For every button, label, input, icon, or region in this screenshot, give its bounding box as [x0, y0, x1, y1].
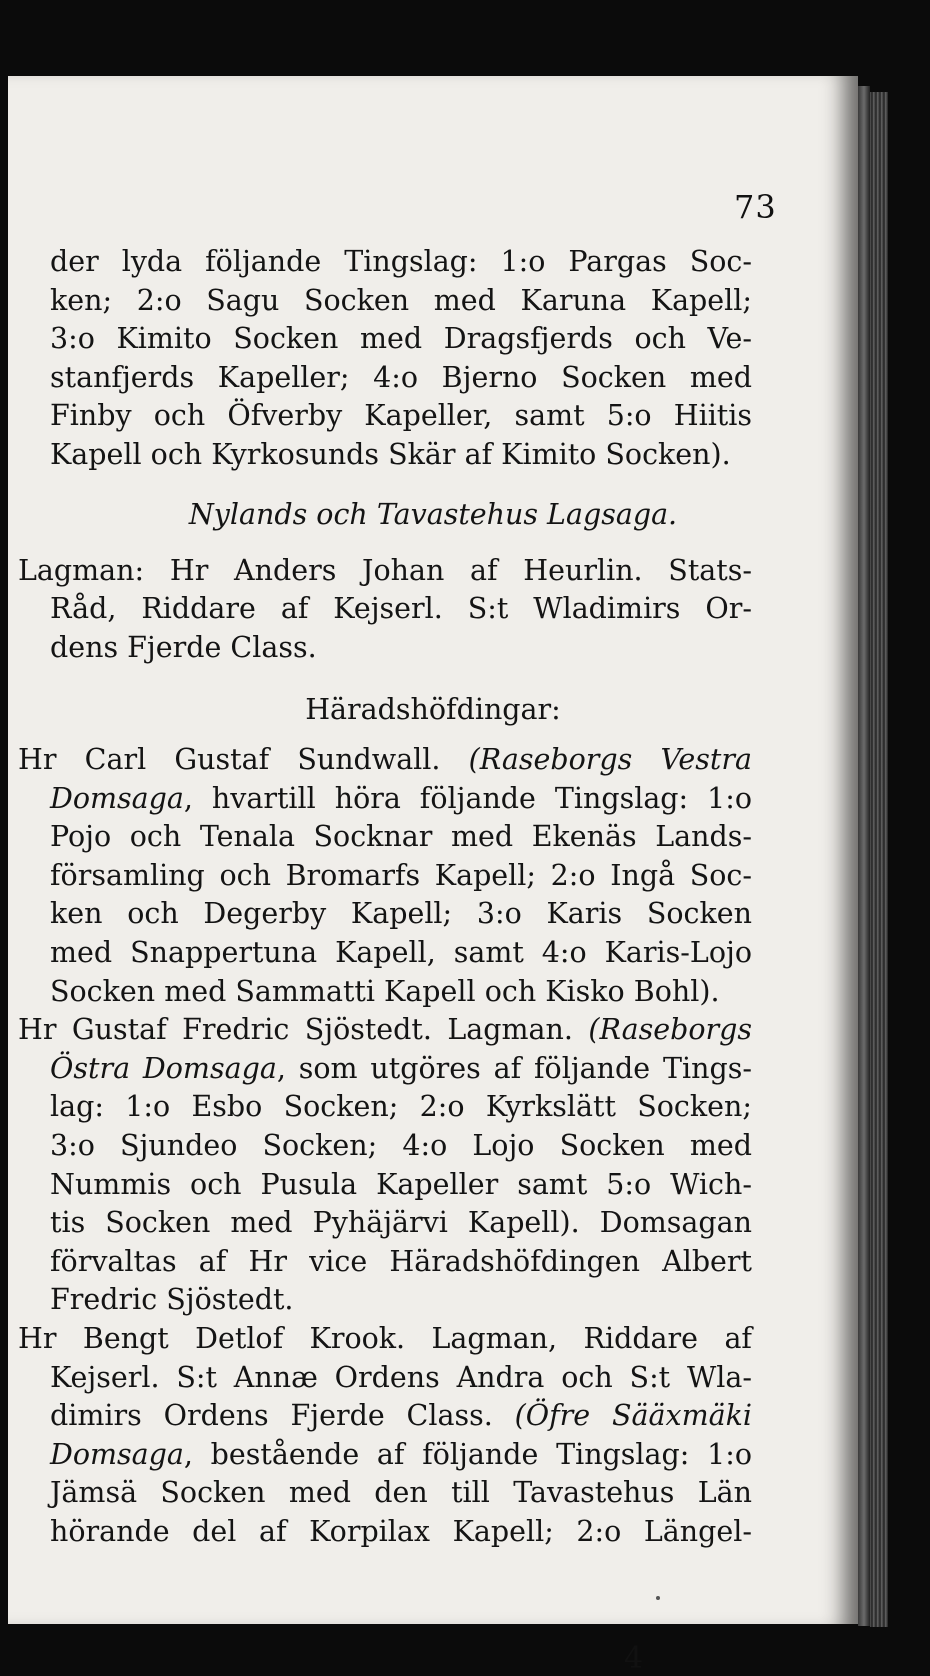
italic-text: Domsaga: [50, 781, 184, 815]
entry2-line: [50, 1090, 752, 1124]
text-run: , hvartill höra följande Tingslag: 1:o: [183, 781, 752, 815]
lagman-line: [50, 592, 752, 626]
entry3-line: [50, 1476, 752, 1510]
entry1-line: [50, 858, 752, 892]
book-page: [8, 76, 858, 1676]
text-run: Hr Carl Gustaf Sundwall.: [18, 742, 469, 776]
text-run: Nummis och Pusula Kapeller samt 5:o Wich-: [50, 1167, 752, 1201]
text-run: dimirs Ordens Fjerde Class.: [50, 1399, 515, 1433]
entry1-line: [50, 781, 752, 815]
text-run: Jämsä Socken med den till Tavastehus Län: [50, 1476, 752, 1510]
text-run: stanfjerds Kapeller; 4:o Bjerno Socken med: [50, 360, 752, 394]
entry1-line: [50, 974, 752, 1008]
entry2-line: [50, 1167, 752, 1201]
text-run: med Snappertuna Kapell, samt 4:o Karis-Lojo: [50, 935, 752, 969]
signature-mark: 4: [624, 1641, 644, 1676]
intro-line: [50, 245, 752, 278]
intro-line: [50, 283, 752, 317]
text-run: Råd, Riddare af Kejserl. S:t Wladimirs Or-: [50, 592, 752, 626]
intro-line: [50, 322, 752, 356]
section-title: [8, 497, 858, 531]
entry1-line: [50, 935, 752, 969]
text-run: Hr Bengt Detlof Krook. Lagman, Riddare af: [18, 1321, 752, 1355]
entry1-line: [50, 820, 752, 854]
text-run: ken; 2:o Sagu Socken med Karuna Kapell;: [50, 283, 752, 317]
text-run: Fredric Sjöstedt.: [50, 1283, 294, 1317]
text-run: , bestående af följande Tingslag: 1:o: [183, 1437, 752, 1471]
entry2-line: [50, 1206, 752, 1240]
text-run: Lagman: Hr Anders Johan af Heurlin. Stats-: [18, 553, 752, 587]
entry2-line: [18, 1013, 752, 1047]
italic-text: (Öfre Sääxmäki: [514, 1399, 752, 1433]
print-mark: [656, 1596, 660, 1600]
entry3-line: [50, 1437, 752, 1471]
text-run: lag: 1:o Esbo Socken; 2:o Kyrkslätt Socken;: [50, 1090, 752, 1124]
text-run: tis Socken med Pyhäjärvi Kapell). Domsagan: [50, 1206, 752, 1240]
entry1-line: [50, 897, 752, 931]
entry3-line: [18, 1321, 752, 1355]
text-run: dens Fjerde Class.: [50, 631, 317, 664]
italic-text: Nylands och Tavastehus Lagsaga.: [188, 497, 678, 531]
text-run: Finby och Öfverby Kapeller, samt 5:o Hiitis: [50, 399, 752, 433]
intro-line: [50, 360, 752, 394]
entry2-line: [50, 1283, 752, 1317]
lagman-line: [18, 553, 752, 587]
intro-line: [50, 438, 752, 471]
text-run: hörande del af Korpilax Kapell; 2:o Längel-: [50, 1514, 752, 1548]
entry3-line: [50, 1360, 752, 1394]
text-run: ken och Degerby Kapell; 3:o Karis Socken: [50, 897, 752, 931]
italic-text: Östra Domsaga: [50, 1051, 277, 1085]
entry1-line: [18, 742, 752, 776]
text-run: Hr Gustaf Fredric Sjöstedt. Lagman.: [18, 1013, 589, 1047]
page-number: 73: [734, 188, 777, 226]
text-run: 3:o Kimito Socken med Dragsfjerds och Ve-: [50, 322, 752, 356]
text-run: Kapell och Kyrkosunds Skär af Kimito Socken).: [50, 438, 731, 471]
entry3-line: [50, 1399, 752, 1433]
text-run: , som utgöres af följande Tings-: [276, 1051, 752, 1085]
intro-line: [50, 399, 752, 433]
text-run: der lyda följande Tingslag: 1:o Pargas Soc-: [50, 245, 752, 278]
text-run: Socken med Sammatti Kapell och Kisko Bohl).: [50, 974, 720, 1008]
entry2-line: [50, 1128, 752, 1162]
entry3-line: [50, 1514, 752, 1548]
italic-text: Domsaga: [50, 1437, 184, 1471]
text-run: förvaltas af Hr vice Häradshöfdingen Albert: [50, 1244, 752, 1278]
text-run: församling och Bromarfs Kapell; 2:o Ingå Soc-: [50, 858, 752, 892]
text-run: 3:o Sjundeo Socken; 4:o Lojo Socken med: [50, 1128, 752, 1162]
entry2-line: [50, 1244, 752, 1278]
text-run: Häradshöfdingar:: [305, 692, 561, 726]
page-edges: [870, 92, 888, 1627]
subheading: [8, 692, 858, 726]
text-run: Kejserl. S:t Annæ Ordens Andra och S:t Wla-: [50, 1360, 752, 1394]
entry2-line: [50, 1051, 752, 1085]
italic-text: (Raseborgs: [588, 1013, 752, 1047]
italic-text: (Raseborgs Vestra: [468, 742, 752, 776]
text-run: Pojo och Tenala Socknar med Ekenäs Lands-: [50, 820, 752, 854]
book-spine: [858, 86, 870, 1626]
lagman-line: [50, 631, 752, 664]
